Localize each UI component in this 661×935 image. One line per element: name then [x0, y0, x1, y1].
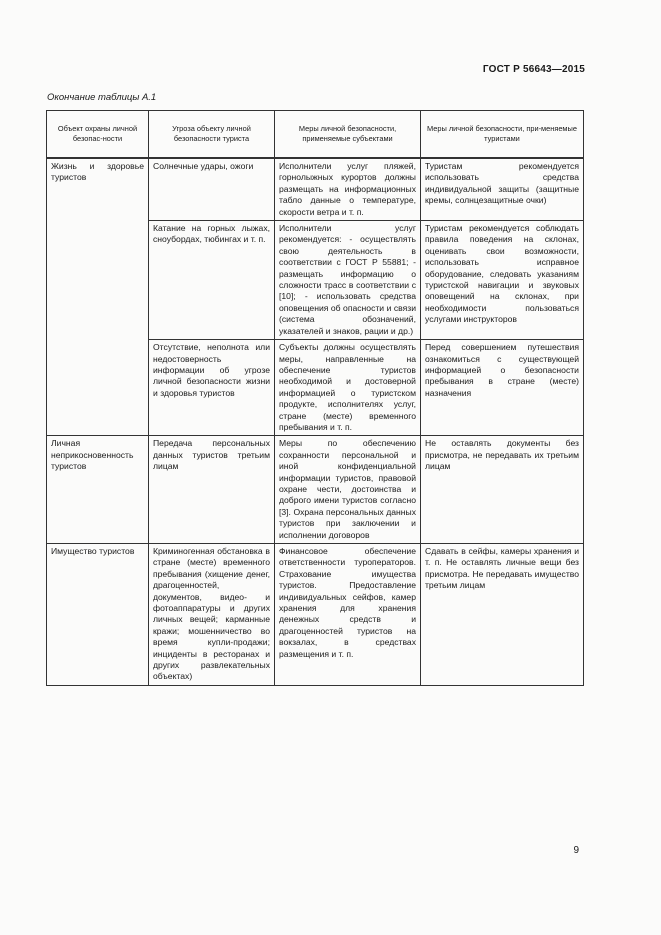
- table-caption: Окончание таблицы А.1: [47, 92, 157, 103]
- column-header-threat: Угроза объекту личной безопасности туриста: [149, 111, 275, 159]
- threat-cell: Катание на горных лыжах, сноубордах, тюбингах и т. п.: [149, 221, 275, 340]
- object-cell: Жизнь и здоровье туристов: [47, 158, 149, 436]
- table-row: [47, 158, 584, 221]
- subject-measures-cell: Субъекты должны осуществлять меры, направленные на обеспечение туристов необходимой и достоверной информацией о туристском продукте, исполнителях услуг, стране (месте) временного пребывания и т. п.: [275, 340, 421, 436]
- tourist-measures-cell: Туристам рекомендуется использовать средства индивидуальной защиты (защитные кремы, солнцезащитные очки): [421, 158, 584, 221]
- column-header-subject-measures: Меры личной безопасности, применяемые субъектами: [275, 111, 421, 159]
- threat-cell: Солнечные удары, ожоги: [149, 158, 275, 221]
- table-row: [47, 436, 584, 544]
- threat-cell: Криминогенная обстановка в стране (месте) временного пребывания (хищение денег, драгоценностей, документов, видео- и фотоаппаратуры и других личных вещей; карманные кражи; мошенничество во время купли-продажи; инциденты в ресторанах и других развлекательных объектах): [149, 544, 275, 686]
- subject-measures-cell: Меры по обеспечению сохранности персональной и иной конфиденциальной информации туристов, правовой охране чести, достоинства и доброго имени туристов согласно [3]. Охрана персональных данных туристов при заключении и исполнении договоров: [275, 436, 421, 544]
- subject-measures-cell: Исполнители услуг пляжей, горнолыжных курортов должны размещать на информационных табло данные о температуре, скорости ветра и т. п.: [275, 158, 421, 221]
- table-header-row: [47, 111, 584, 159]
- subject-measures-cell: Финансовое обеспечение ответственности туроператоров. Страхование имущества туристов. Предоставление индивидуальных сейфов, камер хранения для хранения денежных средств и драгоценностей туристов на вокзалах, в средствах размещения и т. п.: [275, 544, 421, 686]
- tourist-measures-cell: Сдавать в сейфы, камеры хранения и т. п. Не оставлять личные вещи без присмотра. Не передавать имущество третьим лицам: [421, 544, 584, 686]
- object-cell: Личная неприкосновенность туристов: [47, 436, 149, 544]
- tourist-measures-cell: Перед совершением путешествия ознакомиться с существующей информацией о безопасности пребывания в стране (месте) назначения: [421, 340, 584, 436]
- subject-measures-cell: Исполнители услуг рекомендуется: - осуществлять свою деятельность в соответствии с ГОСТ Р 55881; - размещать информацию о сложности трасс в соответствии с [10]; - использовать средства оповещения об опасности и связи (система обозначений, указателей и знаков, рации и др.): [275, 221, 421, 340]
- measures-table: [46, 110, 584, 686]
- column-header-tourist-measures: Меры личной безопасности, при-меняемые туристами: [421, 111, 584, 159]
- page-number: 9: [573, 845, 579, 856]
- threat-cell: Отсутствие, неполнота или недостоверность информации об угрозе личной безопасности жизни и здоровья туристов: [149, 340, 275, 436]
- table-row: [47, 544, 584, 686]
- tourist-measures-cell: Не оставлять документы без присмотра, не передавать их третьим лицам: [421, 436, 584, 544]
- object-cell: Имущество туристов: [47, 544, 149, 686]
- tourist-measures-cell: Туристам рекомендуется соблюдать правила поведения на склонах, оценивать свои возможности, использовать исправное оборудование, следовать указаниям туристской навигации и звуковых оповещений на склонах, при необходимости пользоваться услугами инструкторов: [421, 221, 584, 340]
- threat-cell: Передача персональных данных туристов третьим лицам: [149, 436, 275, 544]
- column-header-object: Объект охраны личной безопас-ности: [47, 111, 149, 159]
- standard-number: ГОСТ Р 56643—2015: [482, 64, 585, 75]
